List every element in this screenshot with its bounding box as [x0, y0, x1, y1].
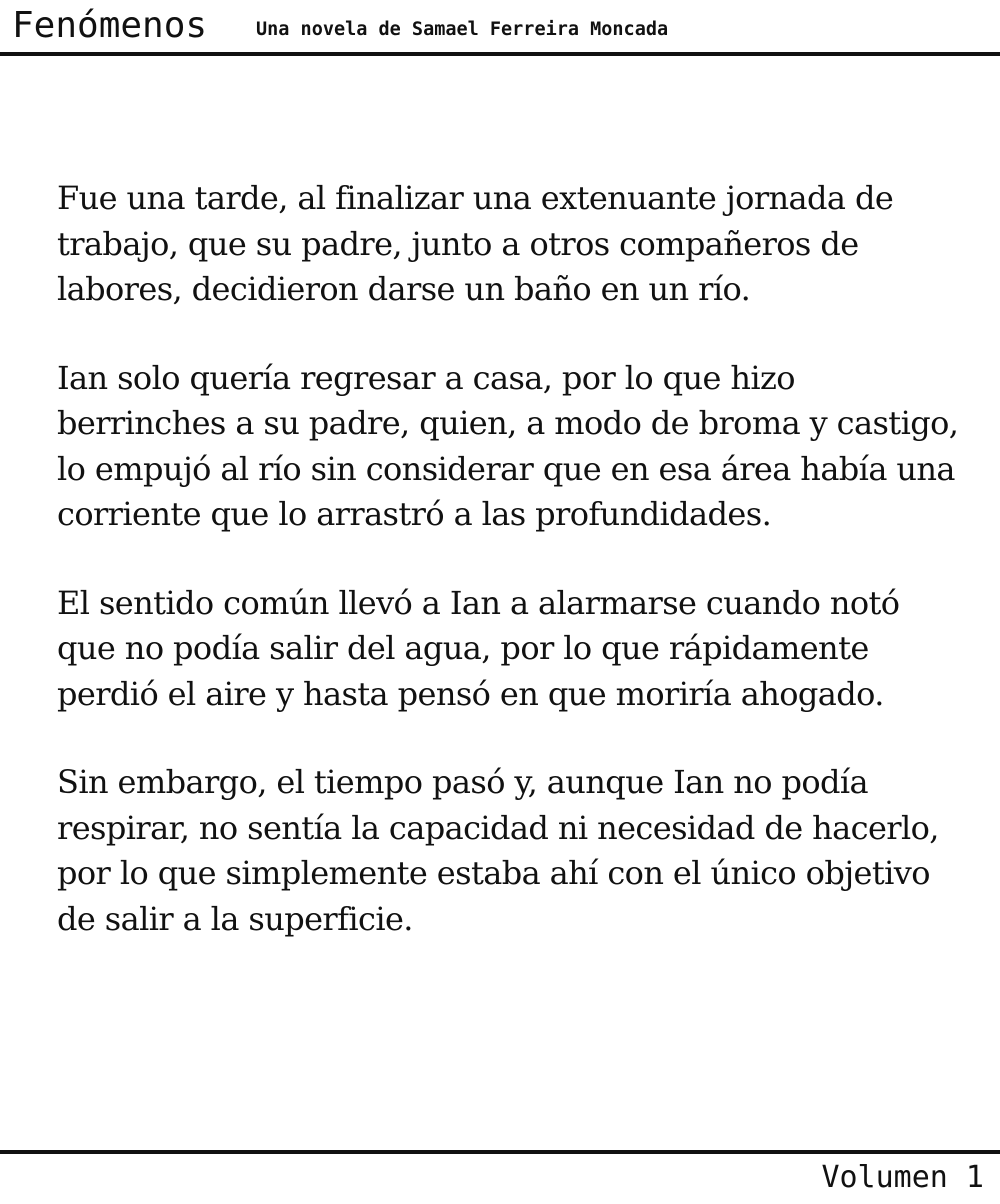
paragraph-4: Sin embargo, el tiempo pasó y, aunque Ian no podía respirar, no sentía la capacidad ni necesidad de hacerlo, por lo que simplemente estaba ahí con el único objetivo de salir a la superficie. — [57, 763, 939, 938]
page-header — [0, 0, 1000, 56]
paragraph-3: El sentido común llevó a Ian a alarmarse cuando notó que no podía salir del agua, por lo que rápidamente perdió el aire y hasta pensó en que moriría ahogado. — [57, 583, 900, 713]
page-footer — [0, 1150, 1000, 1204]
paragraph-1: Fue una tarde, al finalizar una extenuante jornada de trabajo, que su padre, junto a otros compañeros de labores, decidieron darse un baño en un río. — [57, 179, 894, 308]
book-subtitle: Una novela de Samael Ferreira Moncada — [256, 19, 669, 40]
book-title: Fenómenos — [12, 5, 208, 46]
volume-label: Volumen 1 — [821, 1160, 984, 1195]
page-body — [57, 176, 962, 985]
paragraph-2: Ian solo quería regresar a casa, por lo que hizo berrinches a su padre, quien, a modo de broma y castigo, lo empujó al río sin considerar que en esa área había una corriente que lo arrastró a las profundidades. — [57, 358, 959, 533]
